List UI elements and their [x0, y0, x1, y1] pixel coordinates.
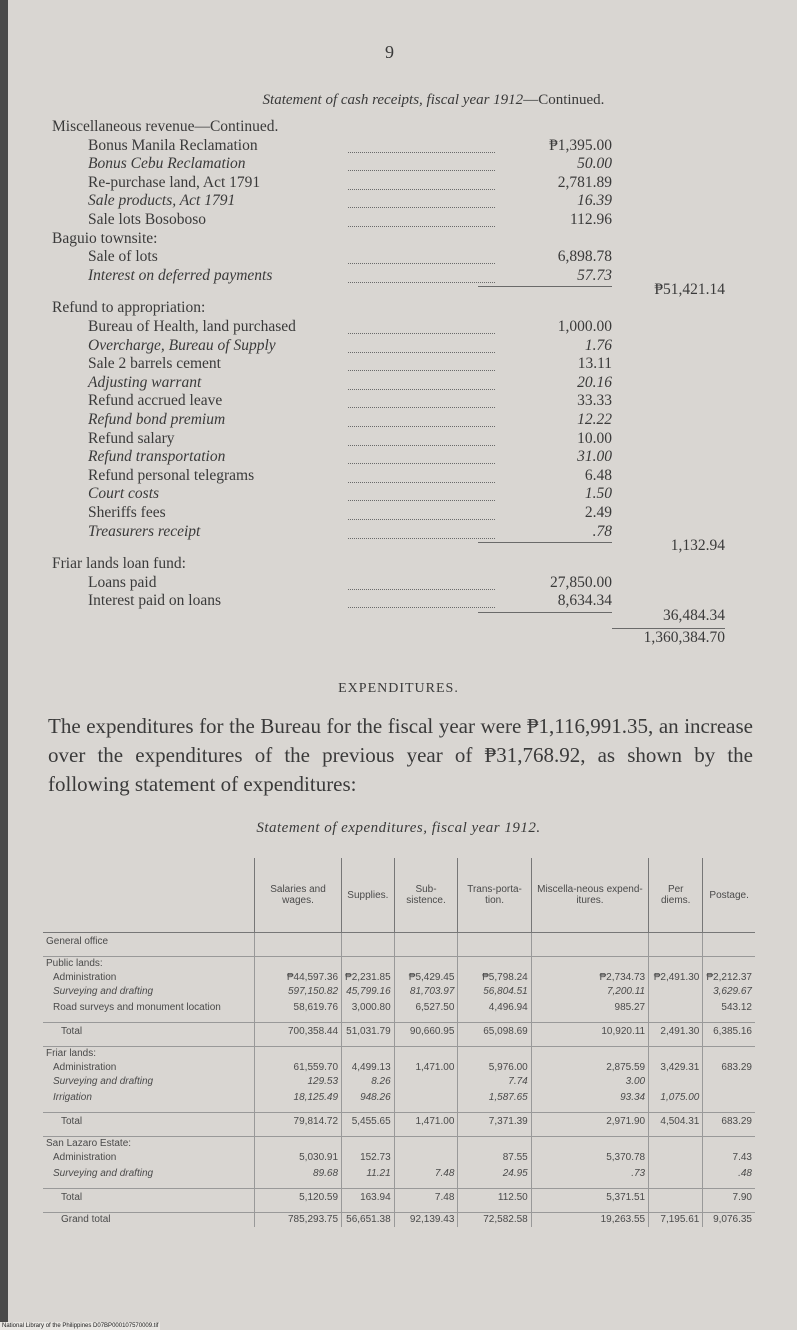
- table-cell: [394, 1151, 458, 1165]
- scan-footer: National Library of the Philippines D07BP000107570009.tif: [2, 1323, 159, 1329]
- refund-item-11-amount: .78: [592, 522, 612, 540]
- table-cell: 129.53: [255, 1075, 342, 1089]
- table-cell: 7,195.61: [649, 1213, 703, 1228]
- table-cell: 7.48: [394, 1165, 458, 1189]
- baguio-item-0-label: Sale of lots: [88, 248, 158, 266]
- column-header-4: Trans-porta-tion.: [458, 858, 531, 933]
- table-cell: [649, 999, 703, 1023]
- table-cell: [703, 957, 755, 972]
- refund-total: 1,132.94: [670, 537, 725, 555]
- receipts-caption-italic: Statement of cash receipts, fiscal year 1912: [262, 92, 524, 108]
- table-row: [43, 957, 755, 972]
- table-cell: [649, 1151, 703, 1165]
- baguio-item-1-leader: [348, 282, 495, 283]
- table-row: [43, 1213, 755, 1228]
- misc-item-4-leader: [348, 226, 495, 227]
- table-cell: 18,125.49: [255, 1089, 342, 1113]
- refund-item-3-amount: 20.16: [577, 373, 612, 391]
- scan-edge: [0, 0, 8, 1330]
- refund-item-9-label: Court costs: [88, 485, 160, 503]
- table-cell: 3,629.67: [703, 985, 755, 999]
- table-cell: [531, 1137, 648, 1152]
- table-cell: [394, 1137, 458, 1152]
- table-row: [43, 1189, 755, 1213]
- column-header-1: Salaries and wages.: [255, 858, 342, 933]
- table-cell: ₱2,734.73: [531, 971, 648, 985]
- table-cell: [342, 1047, 395, 1062]
- row-label: Friar lands:: [46, 1048, 97, 1059]
- table-cell: ₱5,429.45: [394, 971, 458, 985]
- refund-item-10-amount: 2.49: [584, 504, 612, 521]
- table-cell: 7.48: [394, 1189, 458, 1213]
- refund-item-10-leader: [348, 519, 495, 520]
- table-cell: 3,429.31: [649, 1061, 703, 1075]
- table-cell: 2,491.30: [649, 1023, 703, 1047]
- table-cell: 61,559.70: [255, 1061, 342, 1075]
- table-cell: [342, 1137, 395, 1152]
- table-cell: 985.27: [531, 999, 648, 1023]
- table-cell: 2,971.90: [531, 1113, 648, 1137]
- misc-item-0-leader: [348, 152, 495, 153]
- row-label: Administration: [53, 1152, 117, 1163]
- table-row: [43, 985, 755, 999]
- row-label: Surveying and drafting: [53, 1076, 154, 1087]
- misc-item-2-label: Re-purchase land, Act 1791: [88, 173, 261, 191]
- column-header-2: Supplies.: [342, 858, 395, 933]
- refund-item-6-amount: 10.00: [577, 429, 612, 447]
- refund-item-11-label: Treasurers receipt: [88, 522, 201, 540]
- misc-item-0-amount: ₱1,395.00: [549, 136, 612, 154]
- table-cell: [649, 1137, 703, 1152]
- table-cell: 10,920.11: [531, 1023, 648, 1047]
- table-cell: 79,814.72: [255, 1113, 342, 1137]
- table-row: [43, 1089, 755, 1113]
- baguio-item-1-amount: 57.73: [577, 266, 612, 284]
- table-row: [43, 1047, 755, 1062]
- table-cell: [531, 933, 648, 957]
- misc-item-4-amount: 112.96: [569, 211, 612, 228]
- refund-item-1-label: Overcharge, Bureau of Supply: [88, 336, 276, 354]
- refund-item-3-leader: [348, 389, 495, 390]
- table-cell: 683.29: [703, 1061, 755, 1075]
- row-label: Surveying and drafting: [43, 1165, 255, 1189]
- misc-item-2-leader: [348, 189, 495, 190]
- friar-loan-item-0-label: Loans paid: [88, 573, 157, 591]
- expenditures-table: [43, 858, 755, 1227]
- misc-item-0-label: Bonus Manila Reclamation: [88, 136, 258, 154]
- table-cell: 72,582.58: [458, 1213, 531, 1228]
- table-cell: [394, 1047, 458, 1062]
- refund-item-4-leader: [348, 407, 495, 408]
- row-label: General office: [43, 933, 255, 957]
- refund-item-1-amount: 1.76: [584, 336, 612, 354]
- receipts-caption: [35, 92, 797, 109]
- table-cell: [703, 1047, 755, 1062]
- table-cell: 11.21: [342, 1165, 395, 1189]
- table-cell: [255, 1137, 342, 1152]
- column-header-3: Sub-sistence.: [394, 858, 458, 933]
- friar-subtotal-rule: [478, 612, 612, 613]
- table-row: [43, 1113, 755, 1137]
- refund-item-0-label: Bureau of Health, land purchased: [88, 318, 296, 335]
- table-cell: 112.50: [458, 1189, 531, 1213]
- refund-item-4-amount: 33.33: [577, 392, 612, 410]
- table-cell: 163.94: [342, 1189, 395, 1213]
- friar-loan-item-0-amount: 27,850.00: [550, 573, 612, 591]
- table-cell: 51,031.79: [342, 1023, 395, 1047]
- table-cell: ₱44,597.36: [255, 971, 342, 985]
- table-cell: 1,471.00: [394, 1061, 458, 1075]
- expenditures-heading: EXPENDITURES.: [338, 681, 459, 696]
- refund-item-7-label: Refund transportation: [88, 448, 226, 466]
- table-cell: ₱5,798.24: [458, 971, 531, 985]
- friar-loan-item-0-leader: [348, 589, 495, 590]
- refund-item-6-leader: [348, 445, 495, 446]
- table-cell: 56,651.38: [342, 1213, 395, 1228]
- table-cell: ₱2,491.30: [649, 971, 703, 985]
- misc-item-4-label: Sale lots Bosoboso: [88, 211, 206, 228]
- row-label: Total: [43, 1189, 255, 1213]
- friar-loan-item-1-amount: 8,634.34: [557, 592, 612, 610]
- row-label: Irrigation: [43, 1089, 255, 1113]
- table-cell: [649, 985, 703, 999]
- refund-item-2-label: Sale 2 barrels cement: [88, 355, 221, 373]
- row-label: Administration: [53, 972, 117, 983]
- row-label: San Lazaro Estate:: [46, 1138, 132, 1149]
- table-cell: [458, 1047, 531, 1062]
- table-cell: 6,385.16: [703, 1023, 755, 1047]
- table-cell: 4,504.31: [649, 1113, 703, 1137]
- table-row: [43, 1137, 755, 1152]
- refund-item-7-amount: 31.00: [577, 448, 612, 466]
- table-cell: 5,976.00: [458, 1061, 531, 1075]
- table-cell: 4,496.94: [458, 999, 531, 1023]
- table-cell: [703, 1089, 755, 1113]
- misc-item-3-amount: 16.39: [577, 192, 612, 210]
- table-row: [43, 1075, 755, 1089]
- table-cell: [342, 933, 395, 957]
- misc-item-1-amount: 50.00: [577, 155, 612, 173]
- expenditures-paragraph: The expenditures for the Bureau for the fiscal year were ₱1,116,991.35, an increase over the expenditures of the previous year of ₱31,768.92, as shown by the following statement of expenditures:: [48, 714, 753, 796]
- table-cell: 92,139.43: [394, 1213, 458, 1228]
- table-cell: 8.26: [342, 1075, 395, 1089]
- table-cell: 7.74: [458, 1075, 531, 1089]
- refund-item-6-label: Refund salary: [88, 429, 175, 447]
- table-cell: 3.00: [531, 1075, 648, 1089]
- grand-receipts-total: 1,360,384.70: [643, 629, 725, 646]
- table-cell: 948.26: [342, 1089, 395, 1113]
- row-label: Administration: [53, 1062, 117, 1073]
- table-cell: [703, 933, 755, 957]
- misc-subtotal-rule: [478, 286, 612, 287]
- baguio-item-1-label: Interest on deferred payments: [88, 266, 273, 284]
- refund-item-9-amount: 1.50: [584, 485, 612, 503]
- table-cell: 65,098.69: [458, 1023, 531, 1047]
- table-row: [43, 1151, 755, 1165]
- table-cell: 87.55: [458, 1151, 531, 1165]
- table-cell: [394, 1075, 458, 1089]
- table-cell: 81,703.97: [394, 985, 458, 999]
- table-cell: [531, 1047, 648, 1062]
- misc-item-1-label: Bonus Cebu Reclamation: [88, 155, 246, 173]
- refund-item-8-leader: [348, 482, 495, 483]
- refund-item-3-label: Adjusting warrant: [88, 373, 202, 391]
- page-number: 9: [385, 42, 394, 62]
- table-cell: [703, 1137, 755, 1152]
- table-cell: [458, 957, 531, 972]
- table-row: [43, 1061, 755, 1075]
- table-cell: [649, 1165, 703, 1189]
- table-cell: .48: [703, 1165, 755, 1189]
- table-cell: [255, 933, 342, 957]
- table-cell: [342, 957, 395, 972]
- table-cell: 5,371.51: [531, 1189, 648, 1213]
- misc-item-3-label: Sale products, Act 1791: [88, 192, 236, 210]
- table-cell: 1,587.65: [458, 1089, 531, 1113]
- table-row: [43, 1023, 755, 1047]
- row-label: Total: [43, 1023, 255, 1047]
- table-cell: 683.29: [703, 1113, 755, 1137]
- table-cell: 93.34: [531, 1089, 648, 1113]
- table-cell: 1,471.00: [394, 1113, 458, 1137]
- table-cell: 45,799.16: [342, 985, 395, 999]
- refund-item-8-label: Refund personal telegrams: [88, 466, 255, 484]
- receipts-caption-plain: —Continued.: [523, 92, 605, 108]
- baguio-item-0-leader: [348, 263, 495, 264]
- row-label: Surveying and drafting: [53, 986, 154, 997]
- table-cell: [394, 933, 458, 957]
- table-cell: [255, 957, 342, 972]
- refund-item-5-label: Refund bond premium: [88, 411, 226, 428]
- table-cell: 3,000.80: [342, 999, 395, 1023]
- table-cell: [394, 1089, 458, 1113]
- table-cell: [649, 1075, 703, 1089]
- refund-item-7-leader: [348, 463, 495, 464]
- table-cell: 597,150.82: [255, 985, 342, 999]
- table-cell: [703, 1075, 755, 1089]
- baguio-heading: Baguio townsite:: [52, 229, 158, 247]
- table-cell: 5,455.65: [342, 1113, 395, 1137]
- table-cell: 19,263.55: [531, 1213, 648, 1228]
- refund-item-1-leader: [348, 352, 495, 353]
- table-cell: ₱2,231.85: [342, 971, 395, 985]
- table-cell: 785,293.75: [255, 1213, 342, 1228]
- table-cell: [394, 957, 458, 972]
- table-row: [43, 1165, 755, 1189]
- refund-item-2-amount: 13.11: [577, 355, 612, 373]
- table-cell: 700,358.44: [255, 1023, 342, 1047]
- refund-item-8-amount: 6.48: [584, 466, 612, 484]
- column-header-6: Per diems.: [649, 858, 703, 933]
- refund-item-11-leader: [348, 538, 495, 539]
- friar-loan-item-1-label: Interest paid on loans: [88, 592, 222, 610]
- refund-item-9-leader: [348, 500, 495, 501]
- table-cell: 7,200.11: [531, 985, 648, 999]
- refund-item-2-leader: [348, 370, 495, 371]
- table-cell: 6,527.50: [394, 999, 458, 1023]
- table-cell: 58,619.76: [255, 999, 342, 1023]
- table-cell: 7.90: [703, 1189, 755, 1213]
- table-cell: [531, 957, 648, 972]
- column-header-5: Miscella-neous expend-itures.: [531, 858, 648, 933]
- refund-item-5-amount: 12.22: [577, 411, 612, 428]
- table-cell: 5,370.78: [531, 1151, 648, 1165]
- table-body: [43, 933, 755, 1228]
- table-cell: 90,660.95: [394, 1023, 458, 1047]
- table-cell: 5,120.59: [255, 1189, 342, 1213]
- refund-subtotal-rule: [478, 542, 612, 543]
- table-cell: [649, 1047, 703, 1062]
- table-cell: 4,499.13: [342, 1061, 395, 1075]
- row-label: Total: [43, 1113, 255, 1137]
- baguio-item-0-amount: 6,898.78: [557, 248, 612, 266]
- table-cell: 56,804.51: [458, 985, 531, 999]
- refund-item-10-label: Sheriffs fees: [88, 504, 166, 521]
- row-label: Public lands:: [46, 958, 103, 969]
- row-label: Road surveys and monument location: [43, 999, 255, 1023]
- table-row: [43, 999, 755, 1023]
- table-cell: 2,875.59: [531, 1061, 648, 1075]
- table-cell: [458, 933, 531, 957]
- refund-item-5-leader: [348, 426, 495, 427]
- column-header-0: [43, 858, 255, 933]
- table-row: [43, 933, 755, 957]
- row-label: Grand total: [61, 1214, 111, 1225]
- table-cell: [649, 1189, 703, 1213]
- refund-item-4-label: Refund accrued leave: [88, 392, 223, 410]
- table-cell: .73: [531, 1165, 648, 1189]
- table-cell: 5,030.91: [255, 1151, 342, 1165]
- table-cell: 7.43: [703, 1151, 755, 1165]
- table-cell: 543.12: [703, 999, 755, 1023]
- table-cell: 1,075.00: [649, 1089, 703, 1113]
- misc-revenue-heading: Miscellaneous revenue—Continued.: [52, 118, 279, 135]
- misc-item-1-leader: [348, 170, 495, 171]
- misc-item-3-leader: [348, 207, 495, 208]
- table-cell: [649, 933, 703, 957]
- table-cell: 89.68: [255, 1165, 342, 1189]
- table-cell: [458, 1137, 531, 1152]
- table-row: [43, 971, 755, 985]
- refund-item-0-amount: 1,000.00: [557, 318, 612, 335]
- table-header-row: [43, 858, 755, 933]
- friar-loan-heading: Friar lands loan fund:: [52, 555, 186, 573]
- misc-revenue-total: ₱51,421.14: [654, 281, 725, 299]
- misc-item-2-amount: 2,781.89: [557, 173, 612, 191]
- friar-loan-total: 36,484.34: [663, 607, 725, 624]
- column-header-7: Postage.: [703, 858, 755, 933]
- table-cell: 7,371.39: [458, 1113, 531, 1137]
- table-cell: 152.73: [342, 1151, 395, 1165]
- table-cell: ₱2,212.37: [703, 971, 755, 985]
- expenditures-caption: Statement of expenditures, fiscal year 1912.: [256, 820, 541, 836]
- table-cell: 9,076.35: [703, 1213, 755, 1228]
- table-cell: [255, 1047, 342, 1062]
- refund-heading: Refund to appropriation:: [52, 299, 206, 317]
- refund-item-0-leader: [348, 333, 495, 334]
- table-cell: 24.95: [458, 1165, 531, 1189]
- table-cell: [649, 957, 703, 972]
- friar-loan-item-1-leader: [348, 607, 495, 608]
